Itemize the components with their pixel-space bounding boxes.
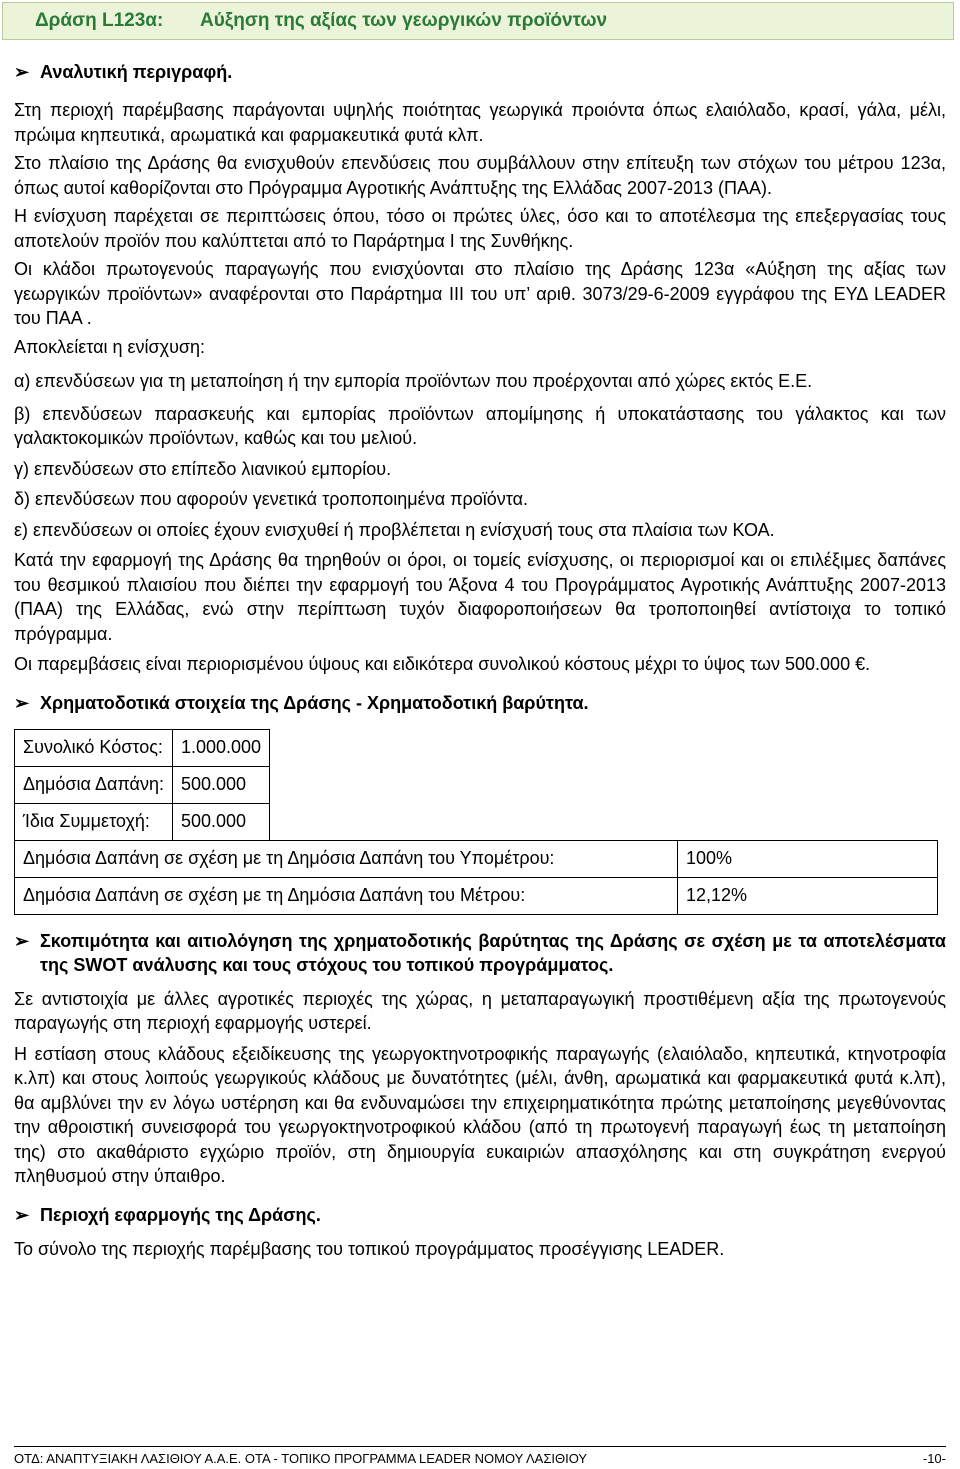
table-row bbox=[15, 840, 938, 877]
table-cell-value: 100% bbox=[678, 840, 938, 877]
paragraph: Αποκλείεται η ενίσχυση: bbox=[14, 336, 206, 357]
paragraph: Οι παρεμβάσεις είναι περιορισμένου ύψους και ειδικότερα συνολικού κόστους μέχρι το ύψος των 500.000 €. bbox=[14, 654, 871, 674]
arrowhead-bullet-icon: ➢ bbox=[14, 1204, 30, 1225]
paragraph: Οι κλάδοι πρωτογενούς παραγωγής που ενισχύονται στο πλαίσιο της Δράσης 123α «Αύξηση της αξίας των γεωργικών προϊόντων» αναφέρονται στο Παράρτημα ΙΙΙ του υπ’ αριθ. 3073/29-6-2009 εγγράφου της ΕΥΔ LEADER του ΠΑΑ . bbox=[14, 259, 946, 328]
table-cell-value: 1.000.000 bbox=[172, 729, 269, 766]
page-number: -10- bbox=[922, 1451, 946, 1466]
table-row bbox=[15, 729, 270, 766]
arrowhead-bullet-icon: ➢ bbox=[14, 692, 30, 713]
paragraph: Η ενίσχυση παρέχεται σε περιπτώσεις όπου, τόσο οι πρώτες ύλες, όσο και το αποτέλεσμα της επεξεργασίας τους αποτελούν προϊόν που καλύπτεται από το Παράρτημα Ι της Συνθήκης. bbox=[14, 206, 946, 251]
financial-ratio-table bbox=[14, 840, 938, 915]
paragraph: Κατά την εφαρμογή της Δράσης θα τηρηθούν οι όροι, οι τομείς ενίσχυσης, οι περιορισμοί και οι επιλέξιμες δαπάνες του θεσμικού πλαισίου που διέπει την εφαρμογή του Άξονα 4 του Προγράμματος Αγροτικής Ανάπτυξης 2007-2013 (ΠΑΑ) της Ελλάδας, ενώ στην περίπτωση τυχόν διαφοροποιήσεων θα τροποποιηθεί αντίστοιχα το τοπικό πρόγραμμα. bbox=[14, 550, 946, 644]
exclusion-item: ε) επενδύσεων οι οποίες έχουν ενισχυθεί ή προβλέπεται η ενίσχυσή τους στα πλαίσια των ΚΟΑ. bbox=[14, 519, 775, 540]
section-heading-rationale: ➢ Σκοπιμότητα και αιτιολόγηση της χρηματοδοτικής βαρύτητας της Δράσης σε σχέση με τα αποτελέσματα της SWOT ανάλυσης και τους στόχους του τοπικού προγράμματος. bbox=[14, 930, 946, 975]
table-cell-label: Ίδια Συμμετοχή: bbox=[15, 803, 173, 840]
section-heading-area: ➢ Περιοχή εφαρμογής της Δράσης. bbox=[14, 1204, 321, 1225]
exclusion-item: α) επενδύσεων για τη μεταποίηση ή την εμπορία προϊόντων που προέρχονται από χώρες εκτός Ε.Ε. bbox=[14, 371, 813, 391]
footer-text: ΟΤΔ: ΑΝΑΠΤΥΞΙΑΚΗ ΛΑΣΙΘΙΟΥ Α.Α.Ε. ΟΤΑ - ΤΟΠΙΚΟ ΠΡΟΓΡΑΜΜΑ LEADER ΝΟΜΟΥ ΛΑΣΙΘΙΟΥ bbox=[14, 1451, 588, 1466]
table-row bbox=[15, 803, 270, 840]
table-cell-label: Δημόσια Δαπάνη σε σχέση με τη Δημόσια Δαπάνη του Υπομέτρου: bbox=[15, 840, 678, 877]
table-cell-label: Δημόσια Δαπάνη: bbox=[15, 766, 173, 803]
table-cell-label: Συνολικό Κόστος: bbox=[15, 729, 173, 766]
action-code: Δράση L123α: bbox=[35, 10, 164, 31]
paragraph: Στη περιοχή παρέμβασης παράγονται υψηλής ποιότητας γεωργικά προιόντα όπως ελαιόλαδο, κρασί, γάλα, μέλι, πρώιμα κηπευτικά, αρωματικά και φαρμακευτικά φυτά κλπ. bbox=[14, 100, 946, 145]
section-heading-financial: ➢ Χρηματοδοτικά στοιχεία της Δράσης - Χρηματοδοτική βαρύτητα. bbox=[14, 692, 589, 713]
table-row bbox=[15, 877, 938, 914]
paragraph: Η εστίαση στους κλάδους εξειδίκευσης της γεωργοκτηνοτροφικής παραγωγής (ελαιόλαδο, κηπευτικά, κτηνοτροφία κ.λπ) και στους λοιπούς γεωργικούς κλάδους με δυνατότητες (μέλι, άνθη, αρωματικά και φαρμακευτικά φυτά κ.λπ), θα αμβλύνει την εν λόγω υστέρηση και θα ενδυναμώσει την επιχειρηματικότητα πρώτης μεταποίησης μεγεθύνοντας την αθροιστική συνεισφορά του γεωργοκτηνοτροφικού κλάδου (από τη πρωτογενή παραγωγή έως τη μεταποίηση της) στο ακαθάριστο εγχώριο προϊόν, στη δημιουργία ευκαιριών απασχόλησης και στη συγκράτηση ενεργού πληθυσμού στην ύπαιθρο. bbox=[14, 1043, 946, 1186]
arrowhead-bullet-icon: ➢ bbox=[14, 62, 30, 82]
table-cell-value: 500.000 bbox=[172, 803, 269, 840]
section-heading-description: ➢ Αναλυτική περιγραφή. bbox=[14, 62, 233, 82]
paragraph: Στο πλαίσιο της Δράσης θα ενισχυθούν επενδύσεις που συμβάλλουν στην επίτευξη των στόχων του μέτρου 123α, όπως αυτοί καθορίζονται στο Πρόγραμμα Αγροτικής Ανάπτυξης της Ελλάδας 2007-2013 (ΠΑΑ). bbox=[14, 153, 946, 198]
paragraph: Το σύνολο της περιοχής παρέμβασης του τοπικού προγράμματος προσέγγισης LEADER. bbox=[14, 1238, 725, 1259]
exclusion-item: γ) επενδύσεων στο επίπεδο λιανικού εμπορίου. bbox=[14, 458, 392, 479]
financial-table bbox=[14, 729, 270, 841]
arrowhead-bullet-icon: ➢ bbox=[14, 930, 30, 951]
document-body bbox=[14, 60, 946, 1261]
action-title: Αύξηση της αξίας των γεωργικών προϊόντων bbox=[200, 10, 608, 31]
table-cell-value: 12,12% bbox=[678, 877, 938, 914]
exclusion-item: β) επενδύσεων παρασκευής και εμπορίας προϊόντων απομίμησης ή υποκατάστασης του γάλακτος και των γαλακτοκομικών προϊόντων, καθώς και του μελιού. bbox=[14, 403, 946, 448]
table-cell-value: 500.000 bbox=[172, 766, 269, 803]
paragraph: Σε αντιστοιχία με άλλες αγροτικές περιοχές της χώρας, η μεταπαραγωγική προστιθέμενη αξία της πρωτογενούς παραγωγής στη περιοχή εφαρμογής υστερεί. bbox=[14, 988, 946, 1033]
page-footer bbox=[14, 1446, 946, 1466]
table-row bbox=[15, 766, 270, 803]
table-cell-label: Δημόσια Δαπάνη σε σχέση με τη Δημόσια Δαπάνη του Μέτρου: bbox=[15, 877, 678, 914]
action-title-bar bbox=[2, 2, 954, 40]
exclusion-item: δ) επενδύσεων που αφορούν γενετικά τροποποιημένα προϊόντα. bbox=[14, 489, 529, 509]
